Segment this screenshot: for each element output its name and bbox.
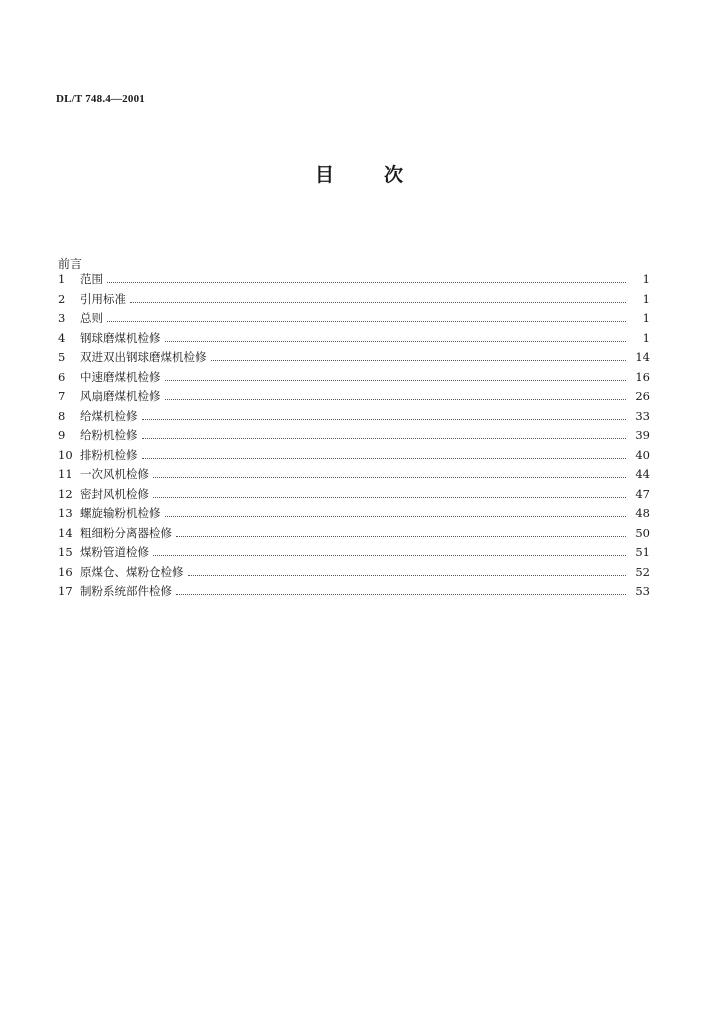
toc-leader-dots — [165, 380, 627, 381]
toc-entry-page: 26 — [635, 389, 650, 403]
toc-entry-page: 53 — [635, 584, 650, 598]
toc-entry — [58, 290, 650, 310]
toc-leader-dots — [130, 302, 626, 303]
toc-list — [58, 270, 650, 602]
toc-entry-label: 一次风机检修 — [80, 467, 149, 481]
toc-entry-label: 给粉机检修 — [80, 428, 138, 442]
toc-entry-page: 1 — [642, 330, 650, 345]
toc-leader-dots — [165, 399, 627, 400]
toc-entry-number: 8 — [58, 408, 66, 423]
toc-entry-label: 煤粉管道检修 — [80, 545, 149, 559]
toc-entry-label: 给煤机检修 — [80, 408, 138, 423]
toc-entry-page: 51 — [635, 545, 650, 559]
toc-leader-dots — [211, 360, 627, 361]
toc-entry — [58, 563, 650, 583]
toc-entry-label: 总则 — [80, 311, 103, 325]
title-char-left: 目 — [314, 164, 334, 186]
toc-entry-number: 11 — [58, 467, 73, 481]
toc-entry-label: 钢球磨煤机检修 — [80, 330, 161, 345]
toc-entry-number: 4 — [58, 330, 66, 345]
toc-entry-label: 制粉系统部件检修 — [80, 584, 172, 598]
toc-entry-number: 1 — [58, 272, 66, 286]
document-code: DL/T 748.4—2001 — [56, 93, 145, 105]
toc-entry — [58, 485, 650, 505]
toc-entry — [58, 465, 650, 485]
toc-entry-label: 引用标准 — [80, 291, 126, 306]
toc-entry-label: 双进双出钢球磨煤机检修 — [80, 350, 207, 364]
toc-leader-dots — [188, 575, 627, 576]
toc-entry-page: 50 — [635, 525, 650, 540]
toc-entry — [58, 543, 650, 563]
toc-entry — [58, 504, 650, 524]
title-char-right: 次 — [384, 164, 404, 186]
toc-entry-number: 17 — [58, 584, 73, 598]
page-title — [0, 160, 718, 187]
toc-entry-page: 47 — [635, 486, 650, 501]
toc-entry-number: 12 — [58, 486, 73, 501]
toc-entry-page: 14 — [635, 350, 650, 364]
toc-entry-label: 原煤仓、煤粉仓检修 — [80, 564, 184, 579]
toc-entry-number: 14 — [58, 525, 73, 540]
toc-entry-number: 9 — [58, 428, 66, 442]
toc-entry — [58, 426, 650, 446]
toc-entry-page: 1 — [642, 311, 650, 325]
toc-entry-number: 10 — [58, 447, 73, 462]
toc-entry — [58, 309, 650, 329]
toc-entry-number: 3 — [58, 311, 66, 325]
toc-entry-label: 中速磨煤机检修 — [80, 369, 161, 384]
toc-entry-page: 33 — [635, 408, 650, 423]
toc-entry-label: 排粉机检修 — [80, 447, 138, 462]
toc-entry — [58, 348, 650, 368]
toc-leader-dots — [176, 536, 626, 537]
toc-entry — [58, 524, 650, 544]
toc-entry-label: 螺旋输粉机检修 — [80, 506, 161, 520]
toc-entry-page: 44 — [635, 467, 650, 481]
toc-entry-page: 1 — [642, 272, 650, 286]
toc-leader-dots — [176, 594, 626, 595]
toc-entry-label: 密封风机检修 — [80, 486, 149, 501]
toc-entry-number: 13 — [58, 506, 73, 520]
toc-leader-dots — [153, 555, 626, 556]
toc-entry — [58, 582, 650, 602]
toc-entry-number: 2 — [58, 291, 66, 306]
toc-leader-dots — [142, 458, 627, 459]
toc-leader-dots — [153, 477, 626, 478]
toc-entry-label: 范围 — [80, 272, 103, 286]
toc-entry-page: 16 — [635, 369, 650, 384]
toc-entry — [58, 270, 650, 290]
toc-entry-label: 风扇磨煤机检修 — [80, 389, 161, 403]
toc-entry — [58, 368, 650, 388]
toc-entry-number: 6 — [58, 369, 66, 384]
toc-entry-page: 39 — [635, 428, 650, 442]
toc-entry — [58, 446, 650, 466]
toc-entry-number: 5 — [58, 350, 66, 364]
toc-leader-dots — [153, 497, 626, 498]
toc-entry — [58, 329, 650, 349]
toc-leader-dots — [142, 438, 627, 439]
toc-entry-number: 16 — [58, 564, 73, 579]
toc-leader-dots — [107, 282, 626, 283]
toc-leader-dots — [107, 321, 626, 322]
toc-leader-dots — [165, 341, 627, 342]
toc-entry-label: 粗细粉分离器检修 — [80, 525, 172, 540]
toc-leader-dots — [142, 419, 627, 420]
toc-entry-page: 1 — [642, 291, 650, 306]
toc-entry-number: 15 — [58, 545, 73, 559]
toc-entry — [58, 387, 650, 407]
toc-leader-dots — [165, 516, 627, 517]
toc-preface-entry: 前言 — [58, 257, 83, 271]
toc-entry — [58, 407, 650, 427]
toc-entry-page: 48 — [635, 506, 650, 520]
toc-entry-number: 7 — [58, 389, 66, 403]
toc-entry-page: 40 — [635, 447, 650, 462]
toc-entry-page: 52 — [635, 564, 650, 579]
